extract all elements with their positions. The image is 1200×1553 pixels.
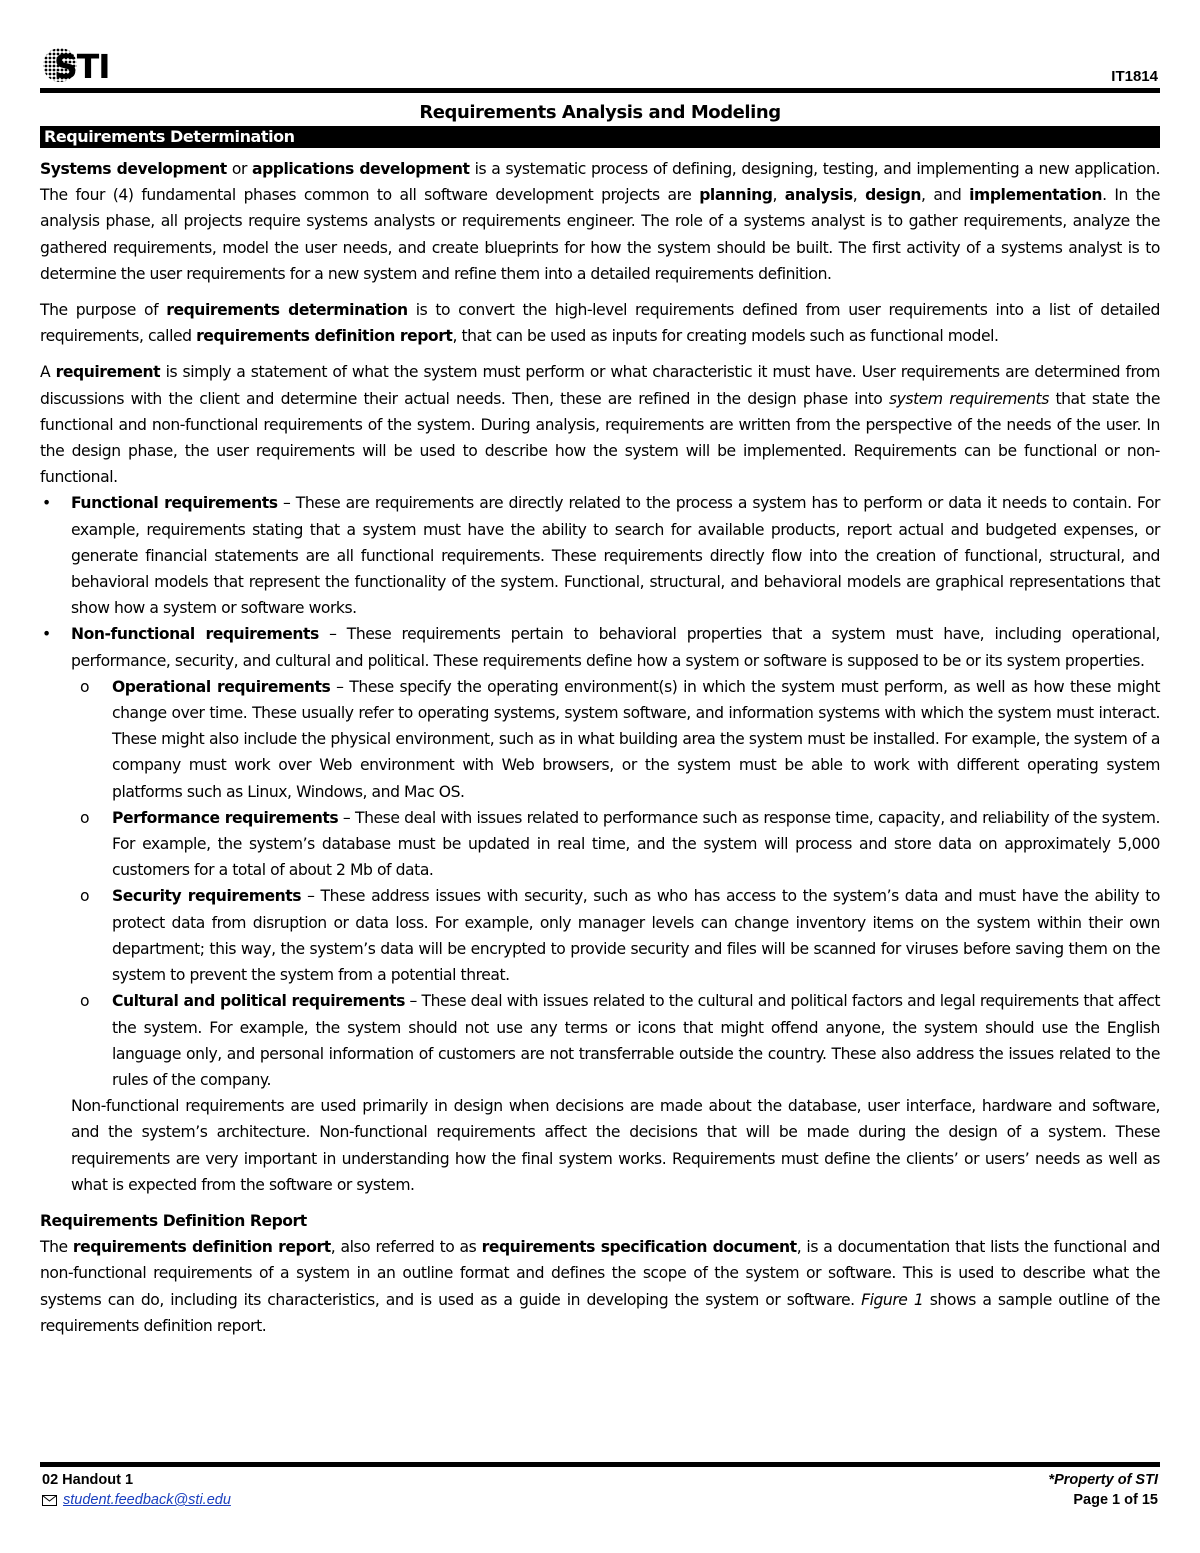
email-row — [42, 1490, 231, 1510]
nonfunctional-sublist — [40, 674, 1160, 1093]
list-item-operational: o Operational requirements – These specify the operating environment(s) in which the system must perform, as well as how these might change over time. These usually refer to operating systems, system software, and information systems with which the system must interact. These might also include the physical environment, such as in what building area the system must be installed. For example, the system of a company must work over Web environment with Web browsers, or the system must be able to work with different operating system platforms such as Linux, Windows, and Mac OS. — [71, 674, 1160, 805]
list-item-functional: • Functional requirements – These are requirements are directly related to the process a system has to perform or data it needs to contain. For example, requirements stating that a system must have the ability to search for available products, report actual and budgeted expenses, or generate financial statements are all functional requirements. These requirements directly flow into the creation of functional, structural, and behavioral models that represent the functionality of the system. Functional, structural, and behavioral models are graphical representations that show how a system or software works. — [40, 490, 1160, 621]
footer-rule — [40, 1462, 1160, 1467]
paragraph-requirement: A requirement is simply a statement of what the system must perform or what characteristic it must have. User requirements are determined from discussions with the client and determine their actual needs. Then, these are refined in the design phase into system requirements that state the functional and non-functional requirements of the system. During analysis, requirements are written from the perspective of the needs of the user. In the design phase, the user requirements will be used to describe how the system will be implemented. Requirements can be functional or non-functional. — [40, 363, 1161, 487]
paragraph-purpose: The purpose of requirements determination is to convert the high-level requirements defined from user requirements into a list of detailed requirements, called requirements definition report, that can be used as inputs for creating models such as functional model. — [40, 301, 1160, 346]
logo-text: STI — [54, 47, 110, 86]
sti-logo — [40, 44, 130, 86]
header-rule — [40, 88, 1160, 93]
list-item-cultural: o Cultural and political requirements – These deal with issues related to the cultural and political factors and legal requirements that affect the system. For example, the system should not use any terms or icons that might offend anyone, the system should use the English language only, and personal information of customers are not transferrable outside the country. These also address the issues related to the rules of the company. — [71, 988, 1160, 1093]
requirements-list — [40, 490, 1160, 673]
sub-bullet-icon: o — [80, 887, 90, 906]
bullet-icon: • — [42, 494, 51, 513]
page-title: Requirements Analysis and Modeling — [419, 102, 781, 123]
list-item-nonfunctional: • Non-functional requirements – These requirements pertain to behavioral properties that a system must have, including operational, performance, security, and cultural and political. These requirements define how a system or software is supposed to be or its system properties. — [40, 621, 1160, 673]
paragraph-nonfunctional-usage: Non-functional requirements are used primarily in design when decisions are made about the database, user interface, hardware and software, and the system’s architecture. Non-functional requirements affect the decisions that will be made during the design of a system. These requirements are very important in understanding how the final system works. Requirements must define the clients’ or users’ needs as well as what is expected from the software or system. — [71, 1097, 1160, 1194]
mail-icon — [42, 1495, 57, 1506]
paragraph-definition-report: The requirements definition report, also referred to as requirements specification document, is a documentation that lists the functional and non-functional requirements of a system in an outline format and defines the scope of the system or software. This is used to describe what the systems can do, including its characteristics, and is used as a guide in developing the system or software. Figure 1 shows a sample outline of the requirements definition report. — [40, 1238, 1160, 1335]
list-item-performance: o Performance requirements – These deal with issues related to performance such as response time, capacity, and reliability of the system. For example, the system’s database must be updated in real time, and the system will process and store data on approximately 5,000 customers for a total of about 2 Mb of data. — [71, 805, 1160, 884]
footer-right — [1048, 1470, 1158, 1510]
document-body — [40, 100, 1160, 1349]
property-label: *Property of STI — [1048, 1472, 1158, 1488]
sub-bullet-icon: o — [80, 808, 90, 827]
page-number: Page 1 of 15 — [1073, 1492, 1158, 1508]
bullet-icon: • — [42, 625, 51, 644]
paragraph-systems-development: Systems development or applications development is a systematic process of defining, designing, testing, and implementing a new application. The four (4) fundamental phases common to all software development projects are planning, analysis, design, and implementation. In the analysis phase, all projects require systems analysts or requirements engineer. The role of a systems analyst is to gather requirements, analyze the gathered requirements, model the user needs, and create blueprints for how the system should be built. The first activity of a systems analyst is to determine the user requirements for a new system and refine them into a detailed requirements definition. — [40, 160, 1161, 283]
sub-bullet-icon: o — [80, 992, 90, 1011]
subheading-definition-report: Requirements Definition Report — [40, 1211, 307, 1230]
section-heading: Requirements Determination — [40, 126, 1160, 148]
course-code: IT1814 — [1111, 68, 1158, 85]
handout-label: 02 Handout 1 — [42, 1472, 134, 1488]
list-item-security: o Security requirements – These address issues with security, such as who has access to the system’s data and must have the ability to protect data from disruption or data loss. For example, only manager levels can change inventory items on the system within their own department; this way, the system’s data will be encrypted to provide security and files will be scanned for viruses before saving them on the system to prevent the system from a potential threat. — [71, 883, 1160, 988]
sub-bullet-icon: o — [80, 677, 90, 696]
footer-left — [42, 1470, 231, 1510]
feedback-email-link[interactable]: student.feedback@sti.edu — [63, 1492, 231, 1508]
